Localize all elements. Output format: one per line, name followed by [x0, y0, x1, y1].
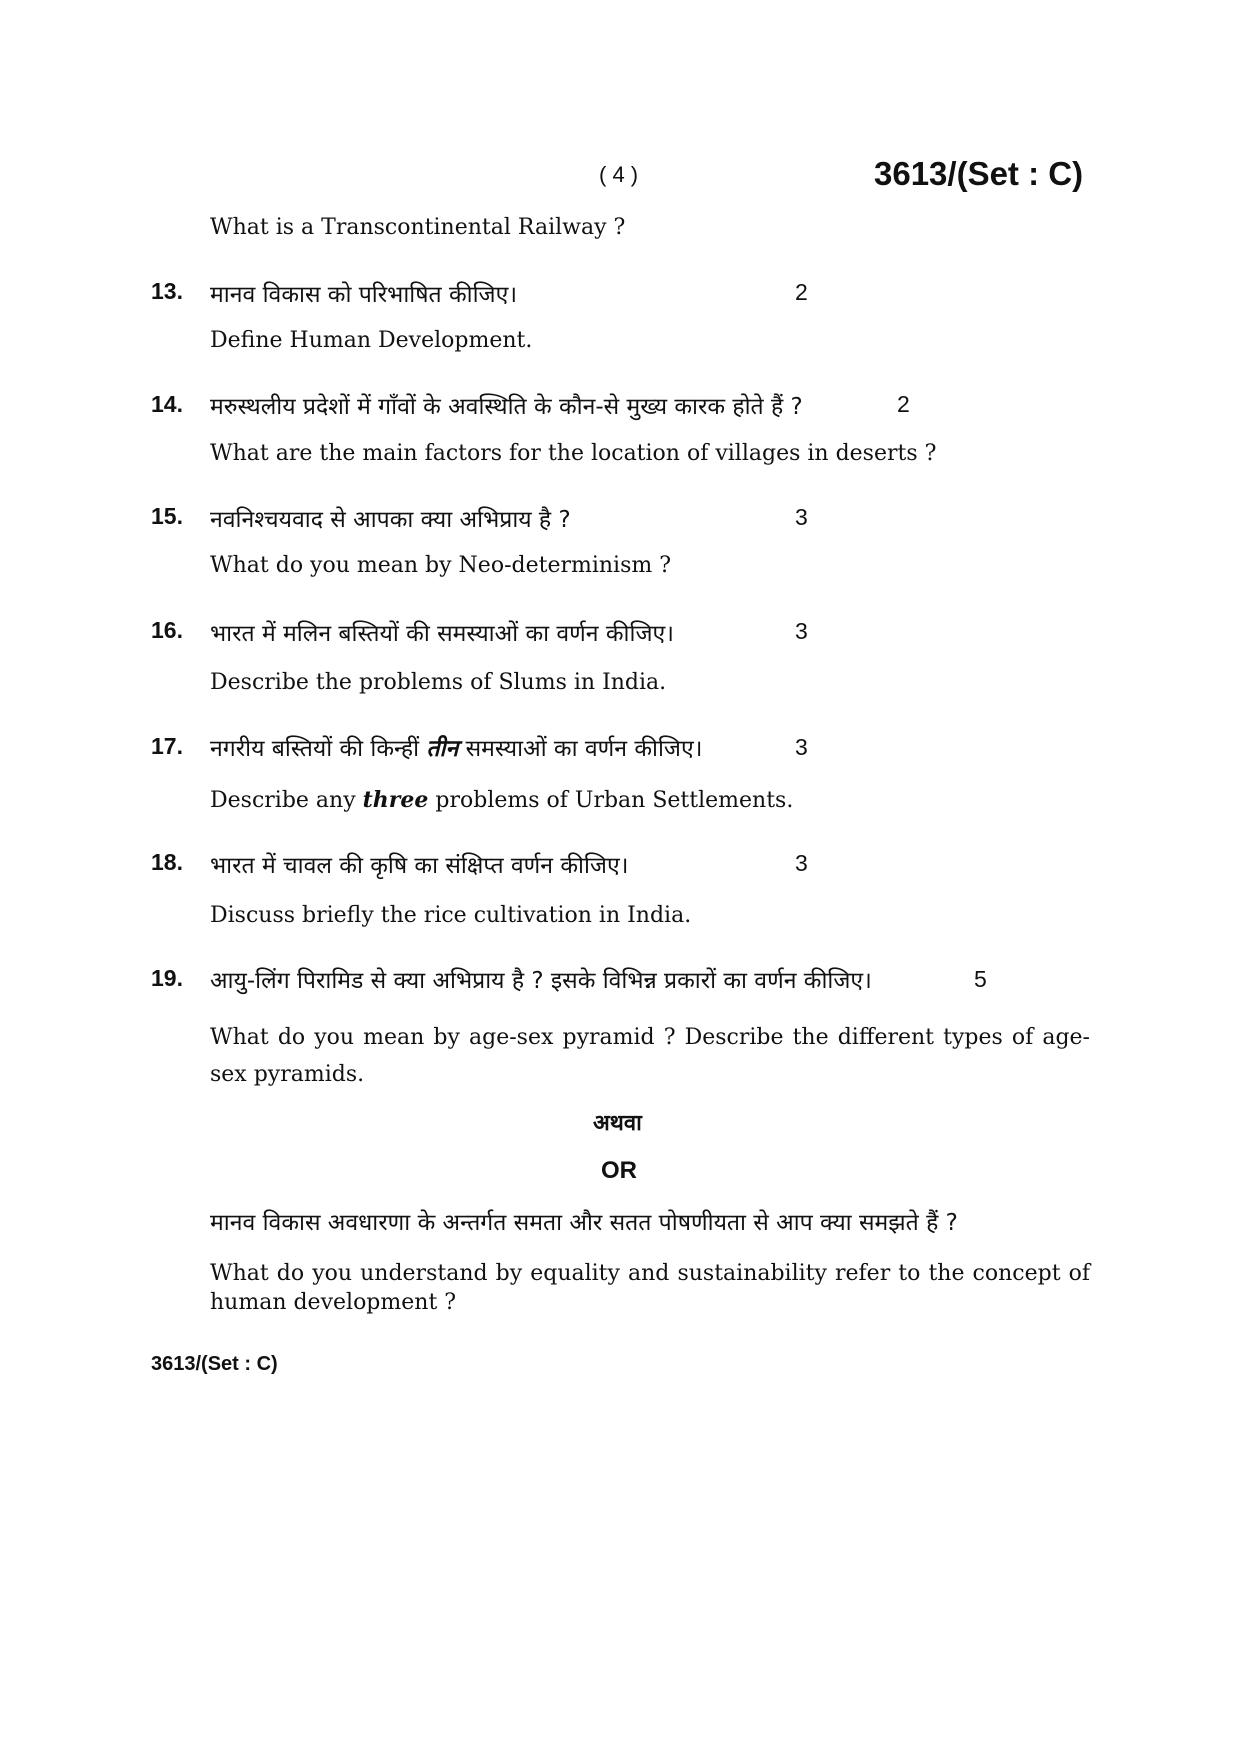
question-text-hindi: भारत में मलिन बस्तियों की समस्याओं का वर्णन कीजिए। — [210, 621, 674, 647]
question-text-hindi: मानव विकास को परिभाषित कीजिए। — [210, 282, 518, 308]
question-text-hindi: भारत में चावल की कृषि का संक्षिप्त वर्णन कीजिए। — [210, 853, 629, 879]
english-text-part: problems of Urban Settlements. — [435, 788, 794, 813]
question-text-english: Discuss briefly the rice cultivation in India. — [210, 903, 692, 928]
english-text-part: Describe any — [210, 788, 356, 813]
question-marks: 3 — [795, 504, 808, 530]
or-label-hindi: अथवा — [593, 1111, 642, 1136]
question-text-hindi — [210, 731, 702, 763]
question-marks: 2 — [897, 391, 910, 417]
emphasis-three-hindi: तीन — [426, 736, 459, 762]
question-number: 14. — [151, 391, 183, 417]
paper-code-header: 3613/(Set : C) — [874, 155, 1084, 192]
emphasis-three-english: three — [362, 787, 429, 813]
or-question-hindi: मानव विकास अवधारणा के अन्तर्गत समता और सतत पोषणीयता से आप क्या समझते हैं ? — [210, 1210, 958, 1236]
question-number: 15. — [151, 503, 183, 529]
question-text-english: Describe the problems of Slums in India. — [210, 670, 667, 695]
question-text-hindi: आयु-लिंग पिरामिड से क्या अभिप्राय है ? इसके विभिन्न प्रकारों का वर्णन कीजिए। — [210, 968, 872, 994]
question-number: 17. — [151, 733, 183, 759]
question-text-english: What are the main factors for the location of villages in deserts ? — [210, 441, 937, 466]
paper-code-footer: 3613/(Set : C) — [151, 1353, 278, 1375]
question-text-hindi: मरुस्थलीय प्रदेशों में गाँवों के अवस्थिति के कौन-से मुख्य कारक होते हैं ? — [210, 394, 803, 420]
question-marks: 5 — [974, 966, 987, 992]
page-number: ( 4 ) — [599, 162, 639, 187]
question-number: 19. — [151, 965, 183, 991]
question-marks: 3 — [795, 734, 808, 760]
question-marks: 3 — [795, 850, 808, 876]
hindi-text-part: नगरीय बस्तियों की किन्हीं — [210, 736, 420, 762]
or-question-english: What do you understand by equality and sustainability refer to the concept of human development ? — [210, 1261, 1090, 1315]
question-text-english: What do you mean by Neo-determinism ? — [210, 553, 672, 578]
intro-question-english: What is a Transcontinental Railway ? — [210, 215, 626, 240]
question-text-english — [210, 787, 793, 813]
question-number: 13. — [151, 278, 183, 304]
question-marks: 3 — [795, 618, 808, 644]
question-text-english: Define Human Development. — [210, 328, 533, 353]
question-text-hindi: नवनिश्चयवाद से आपका क्या अभिप्राय है ? — [210, 507, 571, 533]
question-text-english: What do you mean by age-sex pyramid ? Describe the different types of age-sex pyramids. — [210, 1025, 1090, 1087]
question-number: 16. — [151, 617, 183, 643]
question-number: 18. — [151, 849, 183, 875]
hindi-text-part: समस्याओं का वर्णन कीजिए। — [465, 736, 703, 762]
question-marks: 2 — [795, 279, 808, 305]
or-label-english: OR — [601, 1157, 637, 1184]
